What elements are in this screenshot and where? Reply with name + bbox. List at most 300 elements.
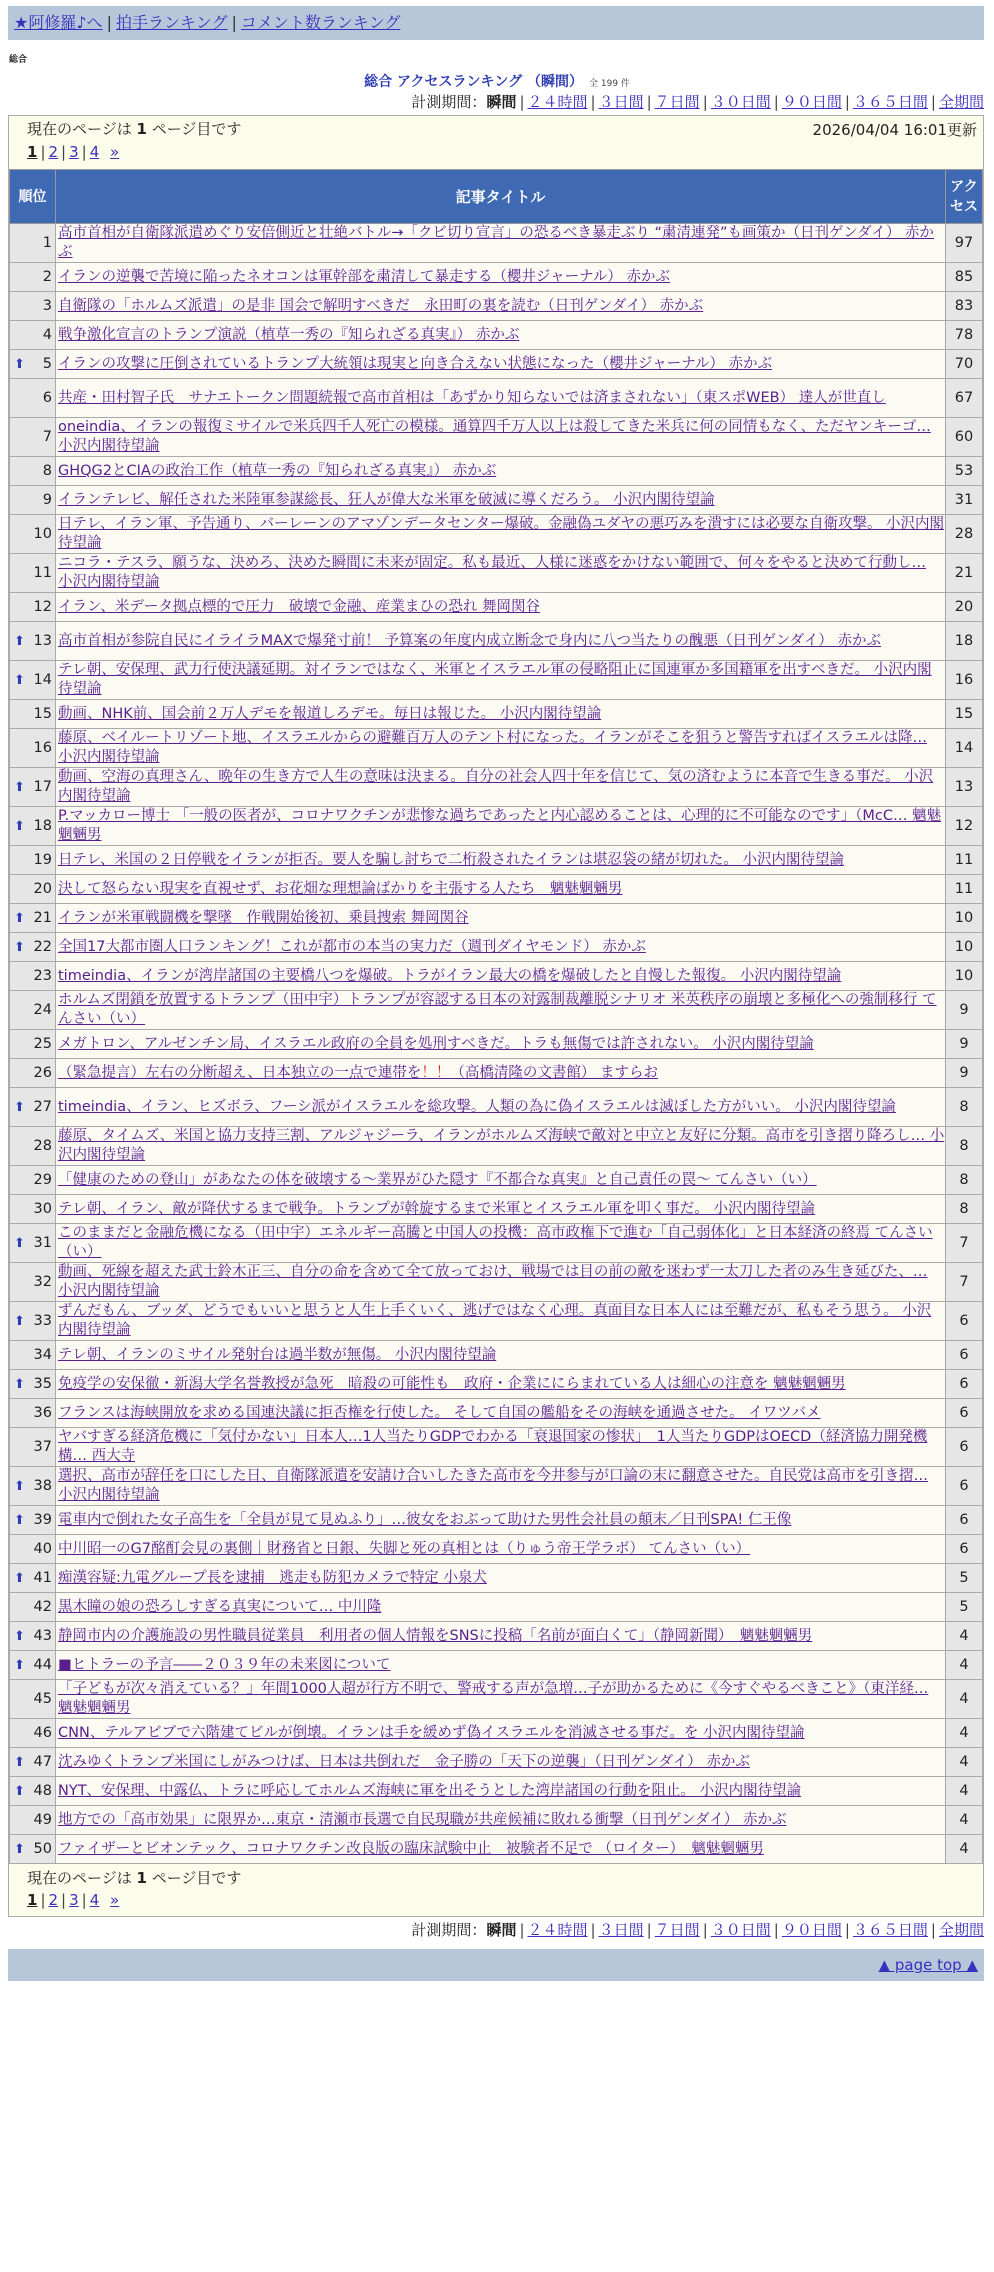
nav-link-comment-ranking[interactable]: コメント数ランキング <box>240 13 401 32</box>
rank-cell <box>10 1564 56 1593</box>
access-count: 8 <box>946 1127 983 1166</box>
period-link-all[interactable]: 全期間 <box>938 1921 984 1939</box>
rank-cell <box>10 350 56 379</box>
table-row <box>10 1806 983 1835</box>
access-count: 12 <box>946 807 983 846</box>
article-title-link[interactable]: ヤバすぎる経済危機に「気付かない」日本人…1人当たりGDPでわかる「衰退国家の惨状」 1人当たりGDPはOECD（経済協力開発機構… 西大寺 <box>58 1429 928 1464</box>
access-count: 60 <box>946 418 983 457</box>
article-title-link[interactable]: 「健康のための登山」があなたの体を破壊する〜業界がひた隠す『不都合な真実』と自己責任の罠〜 てんさい（い） <box>58 1171 817 1188</box>
period-link-7d[interactable]: ７日間 <box>654 1921 700 1939</box>
article-title-link[interactable]: 日テレ、イラン軍、予告通り、バーレーンのアマゾンデータセンター爆破。金融偽ユダヤの悪巧みを潰すには必要な自衛攻撃。 小沢内閣待望論 <box>58 516 945 551</box>
current-page-text-bottom: 現在のページは 1 ページ目です <box>27 1869 242 1887</box>
rank-number: 21 <box>33 909 52 926</box>
article-title-link[interactable]: このままだと金融危機になる（田中宇）エネルギー高騰と中国人の投機：高市政権下で進む「自己弱体化」と日本経済の終焉 てんさい（い） <box>58 1225 933 1260</box>
table-row <box>10 1166 983 1195</box>
table-row <box>10 554 983 593</box>
rank-number: 44 <box>33 1656 52 1673</box>
rank-cell <box>10 1370 56 1399</box>
access-count: 6 <box>946 1467 983 1506</box>
rank-cell <box>10 904 56 933</box>
article-title-link[interactable]: 自衛隊の「ホルムズ派遣」の是非 国会で解明すべきだ 永田町の裏を読む（日刊ゲンダイ） 赤かぶ <box>58 297 704 314</box>
table-row <box>10 622 983 661</box>
rank-number: 23 <box>33 967 52 984</box>
title-cell <box>56 1195 946 1224</box>
access-count: 85 <box>946 263 983 292</box>
title-cell <box>56 1506 946 1535</box>
article-title-link[interactable]: GHQG2とCIAの政治工作（植草一秀の『知られざる真実』） 赤かぶ <box>58 462 497 479</box>
rank-number: 15 <box>33 705 52 722</box>
article-title-link[interactable]: NYT、安保理、中露仏、トラに呼応してホルムズ海峡に軍を出そうとした湾岸諸国の行動を阻止。 小沢内閣待望論 <box>58 1782 802 1799</box>
column-header-rank: 順位 <box>10 170 56 224</box>
table-header-row <box>10 170 983 224</box>
pager-bottom: 1 | 2 | 3 | 4 » <box>27 1891 120 1909</box>
access-count: 70 <box>946 350 983 379</box>
article-title-link[interactable]: テレ朝、イランのミサイル発射台は過半数が無傷。 小沢内閣待望論 <box>58 1346 497 1363</box>
rank-up-icon: ⬆ <box>14 939 25 955</box>
rank-up-icon: ⬆ <box>14 1376 25 1392</box>
table-row <box>10 991 983 1030</box>
column-header-access: アクセス <box>946 170 983 224</box>
rank-cell <box>10 515 56 554</box>
rank-number: 42 <box>33 1598 52 1615</box>
title-cell <box>56 263 946 292</box>
rank-number: 41 <box>33 1569 52 1586</box>
title-cell <box>56 1341 946 1370</box>
access-count: 8 <box>946 1195 983 1224</box>
rank-cell <box>10 593 56 622</box>
table-row <box>10 1719 983 1748</box>
rank-up-icon: ⬆ <box>14 672 25 688</box>
rank-cell <box>10 1030 56 1059</box>
article-title-link[interactable]: 藤原、ベイルートリゾート地、イスラエルからの避難百万人のテント村になった。イランがそこを狙うと警告すればイスラエルは降… 小沢内閣待望論 <box>58 730 927 765</box>
rank-cell <box>10 700 56 729</box>
access-count: 6 <box>946 1506 983 1535</box>
period-link-90d[interactable]: ９０日間 <box>781 93 842 111</box>
table-row <box>10 904 983 933</box>
article-title-link[interactable]: P.マッカロー博士 「一般の医者が、コロナワクチンが悲惨な過ちであったと内心認めることは、心理的に不可能なのです」（McC… 魑魅魍魎男 <box>58 808 942 843</box>
page-status-top <box>9 116 983 169</box>
rank-cell <box>10 962 56 991</box>
rank-up-icon: ⬆ <box>14 1783 25 1799</box>
period-current: 瞬間 <box>486 93 517 111</box>
period-link-3d[interactable]: ３日間 <box>598 1921 644 1939</box>
rank-number: 1 <box>42 234 52 251</box>
article-title-link[interactable]: 藤原、タイムズ、米国と協力支持三割、アルジャジーラ、イランがホルムズ海峡で敵対と中立と友好に分類。高市を引き摺り降ろし… 小沢内閣待望論 <box>58 1128 945 1163</box>
table-row <box>10 729 983 768</box>
rank-cell <box>10 1059 56 1088</box>
article-title-link[interactable]: timeindia、イラン、ヒズボラ、フーシ派がイスラエルを総攻撃。人類の為に偽イスラエルは滅ぼした方がいい。 小沢内閣待望論 <box>58 1098 896 1115</box>
rank-number: 36 <box>33 1404 52 1421</box>
rank-number: 38 <box>33 1477 52 1494</box>
rank-cell <box>10 1719 56 1748</box>
article-title-link[interactable]: イランが米軍戦闘機を撃墜 作戦開始後初、乗員捜索 舞岡関谷 <box>58 909 469 926</box>
nav-link-asyura[interactable]: ★阿修羅♪へ <box>14 13 103 32</box>
rank-number: 16 <box>33 739 52 756</box>
period-link-365d[interactable]: ３６５日間 <box>852 93 928 111</box>
title-cell <box>56 418 946 457</box>
title-cell <box>56 486 946 515</box>
period-link-all[interactable]: 全期間 <box>938 93 984 111</box>
pager-link-4[interactable]: 4 <box>89 1891 100 1909</box>
rank-number: 40 <box>33 1540 52 1557</box>
table-row <box>10 350 983 379</box>
access-count: 18 <box>946 622 983 661</box>
article-title-link[interactable]: 「子どもが次々消えている？」年間1000人超が行方不明で、警戒する声が急増…子が助かるために《今すぐやるべきこと》（東洋経… 魑魅魍魎男 <box>58 1681 929 1716</box>
pager-link-4[interactable]: 4 <box>89 143 100 161</box>
article-title-link[interactable]: メガトロン、アルゼンチン局、イスラエル政府の全員を処刑すべきだ。トラも無傷では許されない。 小沢内閣待望論 <box>58 1035 814 1052</box>
title-cell <box>56 515 946 554</box>
article-title-link[interactable]: イラン、米データ拠点標的で圧力 破壊で金融、産業まひの恐れ 舞岡関谷 <box>58 598 540 615</box>
period-link-24h[interactable]: ２４時間 <box>527 93 588 111</box>
rank-number: 3 <box>42 297 52 314</box>
table-row <box>10 807 983 846</box>
title-cell <box>56 768 946 807</box>
article-title-link[interactable]: ホルムズ閉鎖を放置するトランプ（田中宇）トランプが容認する日本の対露制裁離脱シナリオ 米英秩序の崩壊と多極化への強制移行 てんさい（い） <box>58 992 937 1027</box>
article-title-link[interactable]: ■ヒトラーの予言――２０３９年の未来図について <box>58 1656 391 1673</box>
title-cell <box>56 1399 946 1428</box>
rank-number: 46 <box>33 1724 52 1741</box>
access-count: 6 <box>946 1370 983 1399</box>
period-link-7d[interactable]: ７日間 <box>654 93 700 111</box>
rank-up-icon: ⬆ <box>14 818 25 834</box>
title-cell <box>56 1622 946 1651</box>
table-row <box>10 418 983 457</box>
table-row <box>10 1748 983 1777</box>
rank-number: 39 <box>33 1511 52 1528</box>
access-count: 11 <box>946 875 983 904</box>
title-cell <box>56 1302 946 1341</box>
article-title-link[interactable]: 共産・田村智子氏 サナエトークン問題続報で高市首相は「あずかり知らないでは済まされない」（東スポWEB） 達人が世直し <box>58 389 886 406</box>
period-link-24h[interactable]: ２４時間 <box>527 1921 588 1939</box>
access-count: 10 <box>946 962 983 991</box>
article-title-link[interactable]: ニコラ・テスラ、願うな、決めろ、決めた瞬間に未来が固定。私も最近、人様に迷惑をかけない範囲で、何々をやると決めて行動し… 小沢内閣待望論 <box>58 555 926 590</box>
access-count: 14 <box>946 729 983 768</box>
period-link-30d[interactable]: ３０日間 <box>710 93 771 111</box>
access-count: 5 <box>946 1593 983 1622</box>
article-title-link[interactable]: イランの逆襲で苦境に陥ったネオコンは軍幹部を粛清して暴走する（櫻井ジャーナル） 赤かぶ <box>58 268 671 285</box>
title-cell <box>56 1224 946 1263</box>
article-title-link[interactable]: テレ朝、安保理、武力行使決議延期。対イランではなく、米軍とイスラエル軍の侵略阻止に国連軍か多国籍軍を出すべきだ。 小沢内閣待望論 <box>58 662 932 697</box>
rank-cell <box>10 418 56 457</box>
ranking-table-body <box>10 224 983 1864</box>
access-count: 10 <box>946 904 983 933</box>
article-title-link[interactable]: 決して怒らない現実を直視せず、お花畑な理想論ばかりを主張する人たち 魑魅魍魎男 <box>58 880 623 897</box>
title-cell <box>56 661 946 700</box>
title-cell <box>56 1593 946 1622</box>
table-row <box>10 700 983 729</box>
table-row <box>10 1195 983 1224</box>
period-selector-bottom: 計測期間：瞬間 | ２４時間 | ３日間 | ７日間 | ３０日間 | ９０日間 | ３６５日間 | 全期間 <box>411 1921 984 1939</box>
access-count: 8 <box>946 1166 983 1195</box>
rank-cell <box>10 1224 56 1263</box>
rank-cell <box>10 457 56 486</box>
article-title-link[interactable]: フランスは海峡開放を求める国連決議に拒否権を行使した。 そして自国の艦船をその海峡を通過させた。 イワツバメ <box>58 1404 821 1421</box>
article-title-link[interactable]: 地方での「高市効果」に限界か…東京・清瀬市長選で自民現職が共産候補に敗れる衝撃（日刊ゲンダイ） 赤かぶ <box>58 1811 787 1828</box>
rank-up-icon: ⬆ <box>14 1512 25 1528</box>
column-header-title: 記事タイトル <box>56 170 946 224</box>
article-title-link[interactable]: 全国17大都市圏人口ランキング！これが都市の本当の実力だ（週刊ダイヤモンド） 赤かぶ <box>58 938 646 955</box>
title-cell <box>56 321 946 350</box>
rank-up-icon: ⬆ <box>14 1235 25 1251</box>
article-title-link[interactable]: timeindia、イランが湾岸諸国の主要橋八つを爆破。トラがイラン最大の橋を爆破したと自慢した報復。 小沢内閣待望論 <box>58 967 842 984</box>
title-cell <box>56 1651 946 1680</box>
table-row <box>10 263 983 292</box>
title-cell <box>56 1535 946 1564</box>
pager-current: 1 <box>27 143 38 161</box>
rank-number: 5 <box>42 355 52 372</box>
period-label: 計測期間： <box>411 93 487 111</box>
table-row <box>10 1059 983 1088</box>
article-title-link[interactable]: テレ朝、イラン、敵が降伏するまで戦争。トランプが斡旋するまで米軍とイスラエル軍を叩く事だ。 小沢内閣待望論 <box>58 1200 816 1217</box>
table-row <box>10 457 983 486</box>
title-cell <box>56 729 946 768</box>
rank-number: 12 <box>33 598 52 615</box>
rank-number: 10 <box>33 525 52 542</box>
article-title-link[interactable]: 高市首相が自衛隊派遣めぐり安倍側近と壮絶バトル→「クビ切り宣言」の恐るべき暴走ぶり “粛清連発”も画策か（日刊ゲンダイ） 赤かぶ <box>58 225 934 260</box>
ranking-table <box>9 169 983 1864</box>
rank-number: 4 <box>42 326 52 343</box>
title-cell <box>56 1748 946 1777</box>
title-cell <box>56 554 946 593</box>
period-link-3d[interactable]: ３日間 <box>598 93 644 111</box>
article-title-link[interactable]: 黒木瞳の娘の恐ろしすぎる真実について… 中川隆 <box>58 1598 382 1615</box>
rank-number: 24 <box>33 1001 52 1018</box>
article-title-link[interactable]: 電車内で倒れた女子高生を「全員が見て見ぬふり」…彼女をおぶって助けた男性会社員の顛末／日刊SPA! 仁王像 <box>58 1511 792 1528</box>
table-row <box>10 1088 983 1127</box>
rank-number: 34 <box>33 1346 52 1363</box>
rank-up-icon: ⬆ <box>14 1628 25 1644</box>
table-row <box>10 1030 983 1059</box>
article-title-link[interactable]: （緊急提言）左右の分断超え、日本独立の一点で連帯を！！（高橋清隆の文書館） ますらお <box>58 1064 658 1081</box>
ranking-box <box>8 115 984 1917</box>
rank-cell <box>10 554 56 593</box>
rank-up-icon: ⬆ <box>14 779 25 795</box>
table-row <box>10 1835 983 1864</box>
article-title-link[interactable]: イランの攻撃に圧倒されているトランプ大統領は現実と向き合えない状態になった（櫻井ジャーナル） 赤かぶ <box>58 355 773 372</box>
rank-number: 9 <box>42 491 52 508</box>
title-cell <box>56 700 946 729</box>
table-row <box>10 1564 983 1593</box>
rank-number: 2 <box>42 268 52 285</box>
rank-number: 18 <box>33 817 52 834</box>
total-count: 全 199 件 <box>589 79 630 89</box>
rank-number: 19 <box>33 851 52 868</box>
article-title-link[interactable]: 戦争激化宣言のトランプ演説（植草一秀の『知られざる真実』） 赤かぶ <box>58 326 520 343</box>
rank-number: 29 <box>33 1171 52 1188</box>
title-cell <box>56 1059 946 1088</box>
rank-cell <box>10 1088 56 1127</box>
rank-cell <box>10 768 56 807</box>
table-row <box>10 962 983 991</box>
rank-number: 13 <box>33 632 52 649</box>
table-row <box>10 933 983 962</box>
title-cell <box>56 846 946 875</box>
period-link-365d[interactable]: ３６５日間 <box>852 1921 928 1939</box>
period-link-90d[interactable]: ９０日間 <box>781 1921 842 1939</box>
access-count: 9 <box>946 1059 983 1088</box>
title-cell <box>56 1564 946 1593</box>
title-cell <box>56 1680 946 1719</box>
title-cell <box>56 593 946 622</box>
access-count: 7 <box>946 1224 983 1263</box>
period-current: 瞬間 <box>486 1921 517 1939</box>
rank-number: 32 <box>33 1273 52 1290</box>
rank-cell <box>10 729 56 768</box>
pager-link-3[interactable]: 3 <box>69 143 79 161</box>
pager-next[interactable]: » <box>110 1891 120 1909</box>
table-row <box>10 1302 983 1341</box>
article-title-link[interactable]: 高市首相が参院自民にイライラMAXで爆発寸前！ 予算案の年度内成立断念で身内に八つ当たりの醜悪（日刊ゲンダイ） 赤かぶ <box>58 632 881 649</box>
rank-number: 6 <box>42 389 52 406</box>
access-count: 15 <box>946 700 983 729</box>
access-count: 31 <box>946 486 983 515</box>
rank-cell <box>10 1263 56 1302</box>
article-title-link[interactable]: 静岡市内の介護施設の男性職員従業員 利用者の個人情報をSNSに投稿「名前が面白くて」（静岡新聞） 魑魅魍魎男 <box>58 1627 813 1644</box>
article-title-link[interactable]: 痴漢容疑:九電グループ長を逮捕 逃走も防犯カメラで特定 小泉犬 <box>58 1569 487 1586</box>
rank-number: 50 <box>33 1840 52 1857</box>
title-cell <box>56 1370 946 1399</box>
access-count: 4 <box>946 1719 983 1748</box>
article-title-link[interactable]: CNN、テルアビブで六階建てビルが倒壊。イランは手を緩めず偽イスラエルを消滅させる事だ。を 小沢内閣待望論 <box>58 1724 805 1741</box>
article-title-link[interactable]: ファイザーとビオンテック、コロナワクチン改良版の臨床試験中止 被験者不足で （ロイター） 魑魅魍魎男 <box>58 1840 764 1857</box>
rank-cell <box>10 622 56 661</box>
rank-number: 17 <box>33 778 52 795</box>
period-link-30d[interactable]: ３０日間 <box>710 1921 771 1939</box>
table-row <box>10 515 983 554</box>
table-row <box>10 1680 983 1719</box>
article-title-link[interactable]: oneindia、イランの報復ミサイルで米兵四千人死亡の模様。通算四千万人以上は殺してきた米兵に何の同情もなく、ただヤンキーゴ… 小沢内閣待望論 <box>58 419 931 454</box>
pager-link-2[interactable]: 2 <box>48 143 59 161</box>
pager-link-3[interactable]: 3 <box>69 1891 79 1909</box>
title-cell <box>56 1030 946 1059</box>
article-title-link[interactable]: 選択、高市が辞任を口にした日、自衛隊派遣を安請け合いしたきた高市を今井参与が口論の末に翻意させた。自民党は高市を引き摺… 小沢内閣待望論 <box>58 1468 928 1503</box>
page-top-link[interactable]: ▲ page top ▲ <box>878 1956 978 1974</box>
article-title-link[interactable]: 動画、死線を超えた武士鈴木正三、自分の命を含めて全て放っておけ、戦場では目の前の敵を迷わず一太刀した者のみ生き延びた、… 小沢内閣待望論 <box>58 1264 928 1299</box>
rank-up-icon: ⬆ <box>14 1754 25 1770</box>
article-title-link[interactable]: 動画、空海の真理さん、晩年の生き方で人生の意味は決まる。自分の社会人四十年を信じて、気の済むように本音で生きる事だ。 小沢内閣待望論 <box>58 769 934 804</box>
access-count: 6 <box>946 1535 983 1564</box>
period-label: 計測期間： <box>411 1921 487 1939</box>
pager-next[interactable]: » <box>110 143 120 161</box>
access-count: 4 <box>946 1622 983 1651</box>
rank-number: 26 <box>33 1064 52 1081</box>
access-count: 78 <box>946 321 983 350</box>
rank-cell <box>10 807 56 846</box>
access-count: 11 <box>946 846 983 875</box>
rank-cell <box>10 1835 56 1864</box>
page-status-bottom <box>9 1864 983 1916</box>
table-row <box>10 846 983 875</box>
title-cell <box>56 875 946 904</box>
access-count: 21 <box>946 554 983 593</box>
nav-link-applause-ranking[interactable]: 拍手ランキング <box>115 13 228 32</box>
rank-cell <box>10 875 56 904</box>
rank-cell <box>10 1622 56 1651</box>
title-cell <box>56 1428 946 1467</box>
access-count: 4 <box>946 1680 983 1719</box>
title-cell <box>56 962 946 991</box>
table-row <box>10 1263 983 1302</box>
rank-number: 25 <box>33 1035 52 1052</box>
footer-bar <box>8 1949 984 1981</box>
rank-number: 48 <box>33 1782 52 1799</box>
article-title-link[interactable]: ずんだもん、ブッダ、どうでもいいと思うと人生上手くいく、逃げではなく心理。真面目な日本人には至難だが、私もそう思う。 小沢内閣待望論 <box>58 1303 932 1338</box>
section-label: 総合 <box>9 55 28 65</box>
rank-cell <box>10 1195 56 1224</box>
rank-cell <box>10 1535 56 1564</box>
rank-up-icon: ⬆ <box>14 1099 25 1115</box>
table-row <box>10 1399 983 1428</box>
rank-cell <box>10 263 56 292</box>
title-cell <box>56 457 946 486</box>
rank-cell <box>10 1166 56 1195</box>
access-count: 6 <box>946 1399 983 1428</box>
rank-cell <box>10 1399 56 1428</box>
updated-timestamp: 2026/04/04 16:01更新 <box>812 121 977 139</box>
article-title-link[interactable]: 免疫学の安保徹・新潟大学名誉教授が急死 暗殺の可能性も 政府・企業ににらまれている人は細心の注意を 魑魅魍魎男 <box>58 1375 846 1392</box>
rank-number: 31 <box>33 1234 52 1251</box>
rank-cell <box>10 991 56 1030</box>
period-selector-top: 計測期間：瞬間 | ２４時間 | ３日間 | ７日間 | ３０日間 | ９０日間 | ３６５日間 | 全期間 <box>411 93 984 111</box>
rank-cell <box>10 379 56 418</box>
article-title-link[interactable]: 動画、NHK前、国会前２万人デモを報道しろデモ。毎日は報じた。 小沢内閣待望論 <box>58 705 602 722</box>
rank-number: 28 <box>33 1137 52 1154</box>
rank-cell <box>10 1506 56 1535</box>
rank-cell <box>10 1651 56 1680</box>
access-count: 4 <box>946 1835 983 1864</box>
access-count: 16 <box>946 661 983 700</box>
table-row <box>10 1593 983 1622</box>
access-count: 53 <box>946 457 983 486</box>
rank-up-icon: ⬆ <box>14 1478 25 1494</box>
title-cell <box>56 1806 946 1835</box>
rank-cell <box>10 1593 56 1622</box>
current-page-text: 現在のページは 1 ページ目です <box>27 120 242 138</box>
title-cell <box>56 1467 946 1506</box>
access-count: 4 <box>946 1748 983 1777</box>
rank-cell <box>10 1428 56 1467</box>
table-row <box>10 768 983 807</box>
pager-link-2[interactable]: 2 <box>48 1891 59 1909</box>
article-title-link[interactable]: 沈みゆくトランプ米国にしがみつけば、日本は共倒れだ 金子勝の「天下の逆襲」（日刊ゲンダイ） 赤かぶ <box>58 1753 750 1770</box>
title-cell <box>56 1777 946 1806</box>
access-count: 4 <box>946 1651 983 1680</box>
rank-up-icon: ⬆ <box>14 1841 25 1857</box>
article-title-link[interactable]: 中川昭一のG7酩酊会見の裏側｜財務省と日銀、失脚と死の真相とは（りゅう帝王学ラボ） てんさい（い） <box>58 1540 751 1557</box>
rank-up-icon: ⬆ <box>14 1657 25 1673</box>
rank-number: 49 <box>33 1811 52 1828</box>
access-count: 83 <box>946 292 983 321</box>
access-count: 5 <box>946 1564 983 1593</box>
access-count: 6 <box>946 1341 983 1370</box>
title-cell <box>56 350 946 379</box>
rank-cell <box>10 1748 56 1777</box>
rank-cell <box>10 1777 56 1806</box>
table-row <box>10 1224 983 1263</box>
table-row <box>10 1651 983 1680</box>
rank-number: 11 <box>33 564 52 581</box>
table-row <box>10 661 983 700</box>
rank-number: 35 <box>33 1375 52 1392</box>
access-count: 67 <box>946 379 983 418</box>
rank-up-icon: ⬆ <box>14 1570 25 1586</box>
article-title-link[interactable]: イランテレビ、解任された米陸軍参謀総長、狂人が偉大な米軍を破滅に導くだろう。 小沢内閣待望論 <box>58 491 715 508</box>
article-title-link[interactable]: 日テレ、米国の２日停戦をイランが拒否。要人を騙し討ちで二桁殺されたイランは堪忍袋の緒が切れた。 小沢内閣待望論 <box>58 851 845 868</box>
rank-cell <box>10 846 56 875</box>
access-count: 4 <box>946 1777 983 1806</box>
rank-up-icon: ⬆ <box>14 356 25 372</box>
rank-cell <box>10 1302 56 1341</box>
